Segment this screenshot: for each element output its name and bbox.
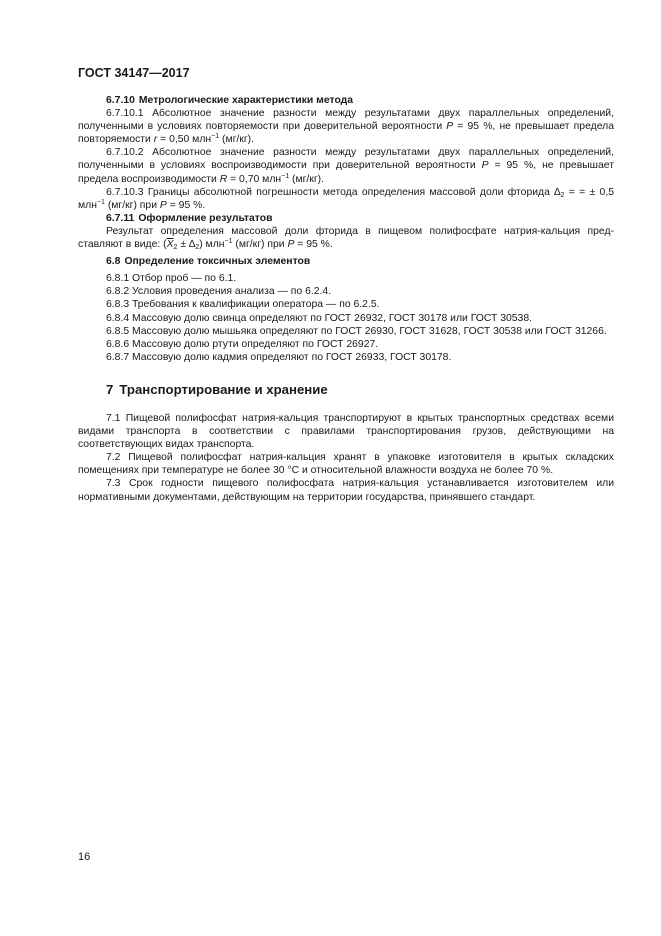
text: (мг/кг).: [219, 134, 254, 146]
text: = = ± 0,5 млн: [78, 186, 614, 211]
paragraph-7-3: 7.3 Срок годности пищевого полифосфата натрия-кальция устанавливается изготовителем или нормативными документами, действующим на территории государства, принявшего стандарт.: [78, 478, 614, 503]
heading-number: 6.8: [106, 256, 121, 268]
text: ± ∆: [177, 239, 196, 251]
text: = 95 %, не превышает предела повторяемости: [78, 121, 614, 146]
section-title: Транспортирование и хранение: [119, 381, 328, 397]
heading-title: Определение токсичных элементов: [124, 256, 311, 268]
document-header: ГОСТ 34147—2017: [78, 66, 190, 80]
page-number: 16: [78, 851, 91, 863]
symbol-r: r: [153, 134, 158, 146]
text: 6.7.10.1 Абсолютное значение разности между результатами двух параллельных определений, полученными в условиях повторяемости при доверительной вероятности: [78, 108, 614, 133]
paragraph-7-1: 7.1 Пищевой полифосфат натрия-кальция транспортируют в крытых транспортных средствах всеми видами транспорта в соответствии с правилами транспортирования грузов, действующими на соответствующих видах транспорта.: [78, 412, 614, 451]
list-item-6-8-6: 6.8.6 Массовую долю ртути определяют по ГОСТ 26927.: [106, 338, 379, 350]
symbol-p: P: [481, 160, 489, 172]
paragraph-6-7-11: [78, 225, 614, 251]
heading-6-7-11: [78, 212, 614, 225]
heading-title: Метрологические характеристики метода: [138, 95, 354, 106]
symbol-p: P: [287, 239, 295, 251]
text: (мг/кг) при: [232, 239, 288, 251]
superscript: −1: [211, 133, 220, 141]
subscript: 2: [173, 244, 178, 252]
superscript: −1: [281, 172, 290, 180]
paragraph-6-7-10-1: [78, 107, 614, 146]
section-number: 7: [106, 381, 114, 397]
symbol-p: P: [446, 121, 454, 133]
superscript: −1: [96, 198, 105, 206]
symbol-x-mean: $\overline{X}$: [166, 239, 174, 251]
subscript: 2: [195, 244, 200, 252]
list-item-6-8-4: 6.8.4 Массовую долю свинца определяют по ГОСТ 26932, ГОСТ 30178 или ГОСТ 30538.: [106, 312, 532, 324]
symbol-p: P: [159, 199, 167, 211]
text: = 95 %.: [294, 239, 333, 251]
paragraph-6-7-10-3: [78, 186, 614, 212]
superscript: −1: [224, 238, 233, 246]
text: (мг/кг).: [289, 173, 324, 185]
page-content: [78, 94, 614, 504]
text: (мг/кг) при: [104, 199, 160, 211]
text: Результат определения массовой доли фторида в пищевом полифосфате натрия-кальция представляют в виде: (: [78, 225, 614, 251]
heading-title: Оформление результатов: [138, 212, 273, 224]
text: 6.7.10.3 Границы абсолютной погрешности метода определения массовой доли фторида ∆: [106, 186, 561, 198]
text: = 0,50 млн: [157, 134, 212, 146]
text: = 95 %, не превышает предела воспроизводимости: [78, 160, 614, 185]
section-7-heading: [106, 383, 614, 396]
paragraph-6-7-10-2: [78, 146, 614, 185]
symbol-r-capital: R: [219, 173, 228, 185]
list-item-6-8-3: 6.8.3 Требования к квалификации оператора — по 6.2.5.: [106, 299, 380, 311]
text: = 95 %.: [166, 199, 206, 211]
heading-6-8: [78, 255, 614, 268]
heading-number: 6.7.10: [106, 95, 135, 106]
text: = 0,70 млн: [227, 173, 282, 185]
list-item-6-8-5: 6.8.5 Массовую долю мышьяка определяют по ГОСТ 26930, ГОСТ 31628, ГОСТ 30538 или ГОСТ 31266.: [106, 325, 607, 337]
list-item-6-8-2: 6.8.2 Условия проведения анализа — по 6.2.4.: [106, 286, 332, 298]
list-item-6-8-1: 6.8.1 Отбор проб — по 6.1.: [106, 273, 237, 285]
text: ) млн: [199, 239, 225, 251]
list-item-6-8-7: 6.8.7 Массовую долю кадмия определяют по ГОСТ 26933, ГОСТ 30178.: [106, 351, 452, 363]
heading-number: 6.7.11: [106, 212, 135, 224]
heading-6-7-10: [78, 94, 614, 107]
subscript: 2: [560, 191, 565, 199]
paragraph-7-2: 7.2 Пищевой полифосфат натрия-кальция хранят в упаковке изготовителя в крытых складских помещениях при температуре не более 30 °С и относительной влажности воздуха не более 70 %.: [78, 452, 614, 477]
text: 6.7.10.2 Абсолютное значение разности между результатами двух параллельных определений, полученными в условиях воспроизводимости при доверительной вероятности: [78, 147, 614, 172]
